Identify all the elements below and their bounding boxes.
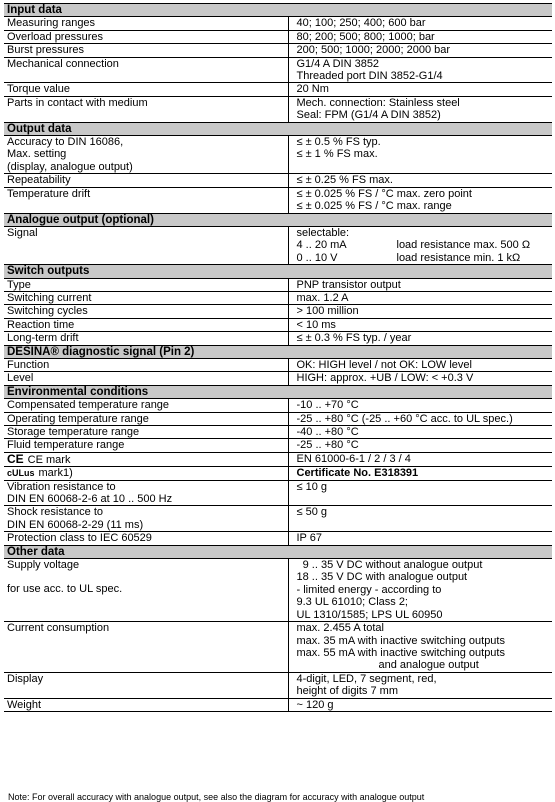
row-value: > 100 million: [288, 305, 552, 318]
row-value: 20 Nm: [288, 83, 552, 96]
row-value: 9 .. 35 V DC without analogue output 18 .. 35 V DC with analogue output - limited energy - according to 9.3 UL 61010; Class 2; UL 1310/1585; LPS UL 60950: [288, 559, 552, 622]
row-label: Protection class to IEC 60529: [4, 532, 288, 545]
table-row: [4, 17, 552, 30]
table-row: [4, 174, 552, 187]
table-row: [4, 399, 552, 412]
table-row: [4, 426, 552, 439]
row-label: Level: [4, 372, 288, 385]
row-value: -10 .. +70 °C: [288, 399, 552, 412]
row-value: 80; 200; 500; 800; 1000; bar: [288, 30, 552, 43]
row-label: Current consumption: [4, 622, 288, 673]
table-row: [4, 187, 552, 213]
row-label: Switching cycles: [4, 305, 288, 318]
row-value: HIGH: approx. +UB / LOW: < +0.3 V: [288, 372, 552, 385]
row-value: OK: HIGH level / not OK: LOW level: [288, 358, 552, 371]
row-label: Repeatability: [4, 174, 288, 187]
row-value: ≤ ± 0.5 % FS typ. ≤ ± 1 % FS max.: [288, 136, 552, 174]
table-row: [4, 559, 552, 622]
table-row: [4, 672, 552, 698]
table-row: [4, 480, 552, 506]
row-value: EN 61000-6-1 / 2 / 3 / 4: [288, 452, 552, 466]
footnote: Note: For overall accuracy with analogue output, see also the diagram for accuracy with analogue output: [8, 792, 425, 802]
row-label: Storage temperature range: [4, 426, 288, 439]
spec-sheet: [4, 3, 552, 712]
row-label: Accuracy to DIN 16086, Max. setting (display, analogue output): [4, 136, 288, 174]
table-row: [4, 57, 552, 83]
row-label: Weight: [4, 698, 288, 711]
table-row: [4, 532, 552, 545]
row-label: Overload pressures: [4, 30, 288, 43]
table-row: [4, 96, 552, 122]
ul-mark-logo: cULus: [7, 468, 35, 479]
table-row: [4, 278, 552, 291]
row-label: Reaction time: [4, 318, 288, 331]
table-row: [4, 622, 552, 673]
table-row: [4, 226, 552, 264]
row-value: 200; 500; 1000; 2000; 2000 bar: [288, 44, 552, 57]
section-header-environmental: Environmental conditions: [4, 385, 552, 398]
row-value: max. 2.455 A total max. 35 mA with inactive switching outputs max. 55 mA with inactive switching outputs and analogue output: [288, 622, 552, 673]
table-row: [4, 291, 552, 304]
ce-mark-logo: CE: [7, 451, 24, 466]
row-label: Function: [4, 358, 288, 371]
row-value: G1/4 A DIN 3852 Threaded port DIN 3852-G1/4: [288, 57, 552, 83]
row-value: < 10 ms: [288, 318, 552, 331]
row-label: Temperature drift: [4, 187, 288, 213]
table-row: [4, 30, 552, 43]
section-header-switch-outputs: Switch outputs: [4, 265, 552, 278]
row-value: -25 .. +80 °C (-25 .. +60 °C acc. to UL spec.): [288, 412, 552, 425]
row-label: Parts in contact with medium: [4, 96, 288, 122]
row-label: CE CE mark: [4, 452, 288, 466]
table-row: [4, 439, 552, 452]
row-label: Operating temperature range: [4, 412, 288, 425]
row-value: -25 .. +80 °C: [288, 439, 552, 452]
table-row: [4, 506, 552, 532]
row-label: Fluid temperature range: [4, 439, 288, 452]
section-header-other-data: Other data: [4, 545, 552, 558]
row-label: Torque value: [4, 83, 288, 96]
row-value: ≤ ± 0.025 % FS / °C max. zero point ≤ ± 0.025 % FS / °C max. range: [288, 187, 552, 213]
row-value: ≤ 10 g: [288, 480, 552, 506]
row-label: Burst pressures: [4, 44, 288, 57]
row-value: ~ 120 g: [288, 698, 552, 711]
section-header-output-data: Output data: [4, 122, 552, 135]
table-row: [4, 467, 552, 480]
row-value: IP 67: [288, 532, 552, 545]
table-row: [4, 452, 552, 466]
row-value: -40 .. +80 °C: [288, 426, 552, 439]
table-row: [4, 372, 552, 385]
row-label: Compensated temperature range: [4, 399, 288, 412]
row-value: PNP transistor output: [288, 278, 552, 291]
row-label: Supply voltage for use acc. to UL spec.: [4, 559, 288, 622]
row-label: Long-term drift: [4, 332, 288, 345]
row-label: Signal: [4, 226, 288, 264]
row-label: Measuring ranges: [4, 17, 288, 30]
row-label: Type: [4, 278, 288, 291]
table-row: [4, 332, 552, 345]
table-row: [4, 412, 552, 425]
row-label: Vibration resistance to DIN EN 60068-2-6 at 10 .. 500 Hz: [4, 480, 288, 506]
row-value: ≤ ± 0.3 % FS typ. / year: [288, 332, 552, 345]
row-value: selectable: 4 .. 20 mA load resistance max. 500 Ω 0 .. 10 V load resistance min. 1 kΩ: [288, 226, 552, 264]
signal-option: 4 .. 20 mA load resistance max. 500 Ω: [296, 239, 531, 252]
row-value: Certificate No. E318391: [288, 467, 552, 480]
table-row: [4, 358, 552, 371]
table-row: [4, 305, 552, 318]
table-row: [4, 698, 552, 711]
row-value: 4-digit, LED, 7 segment, red, height of digits 7 mm: [288, 672, 552, 698]
section-header-analogue-output: Analogue output (optional): [4, 213, 552, 226]
row-label: Shock resistance to DIN EN 60068-2-29 (11 ms): [4, 506, 288, 532]
row-value: Mech. connection: Stainless steel Seal: FPM (G1/4 A DIN 3852): [288, 96, 552, 122]
row-value: ≤ ± 0.25 % FS max.: [288, 174, 552, 187]
row-label: Switching current: [4, 291, 288, 304]
row-value: max. 1.2 A: [288, 291, 552, 304]
signal-option: 0 .. 10 V load resistance min. 1 kΩ: [296, 251, 521, 264]
table-row: [4, 83, 552, 96]
section-header-input-data: Input data: [4, 4, 552, 17]
row-label: cULus mark1): [4, 467, 288, 480]
section-header-desina: DESINA® diagnostic signal (Pin 2): [4, 345, 552, 358]
spec-table: [4, 3, 552, 712]
row-label: Mechanical connection: [4, 57, 288, 83]
table-row: [4, 44, 552, 57]
row-value: 40; 100; 250; 400; 600 bar: [288, 17, 552, 30]
row-label: Display: [4, 672, 288, 698]
row-value: ≤ 50 g: [288, 506, 552, 532]
table-row: [4, 136, 552, 174]
table-row: [4, 318, 552, 331]
